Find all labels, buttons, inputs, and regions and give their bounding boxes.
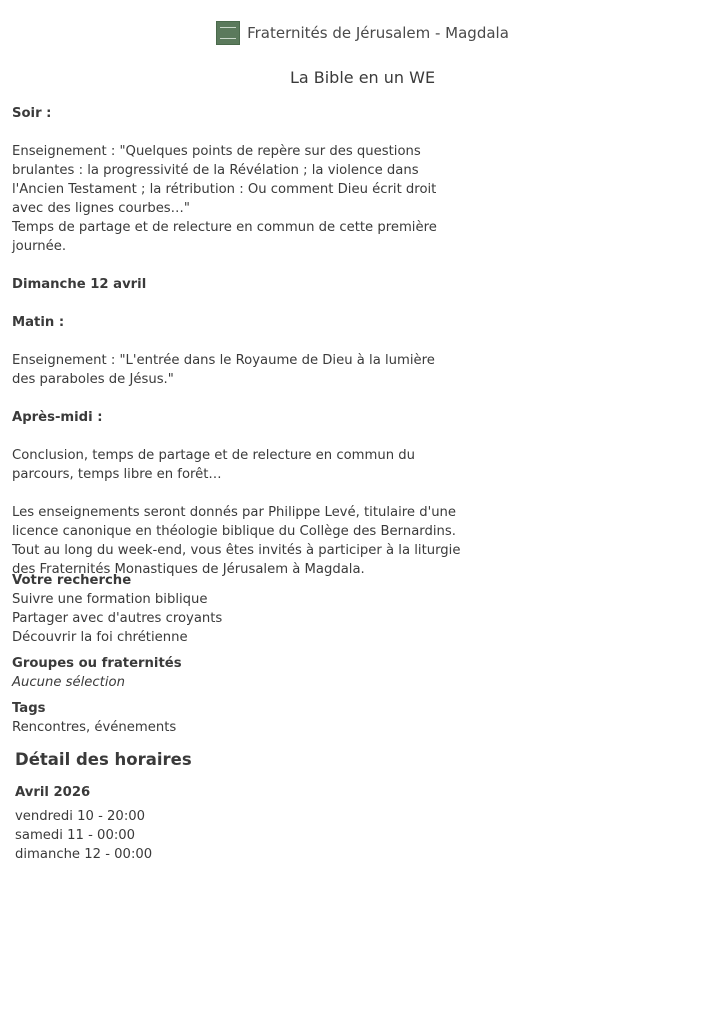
schedule-entry: samedi 11 - 00:00 (15, 828, 136, 843)
search-item: Suivre une formation biblique (12, 592, 208, 607)
search-label: Votre recherche (12, 573, 132, 588)
tags-section (12, 699, 462, 737)
site-name[interactable]: Fraternités de Jérusalem - Magdala (247, 24, 509, 42)
schedule-month: Avril 2026 (15, 785, 91, 800)
tags-value: Rencontres, événements (12, 720, 177, 735)
afternoon-text: Conclusion, temps de partage et de relecture en commun du parcours, temps libre en forêt… (12, 448, 415, 482)
page-title: La Bible en un WE (289, 68, 436, 87)
search-section (12, 571, 462, 647)
site-header (0, 20, 725, 46)
groups-label: Groupes ou fraternités (12, 656, 182, 671)
spacer (12, 123, 462, 142)
liturgy-text: Tout au long du week-end, vous êtes invités à participer à la liturgie des Fraternités Monastiques de Jérusalem à Magdala. (12, 543, 461, 577)
morning-teaching: Enseignement : "L'entrée dans le Royaume de Dieu à la lumière des paraboles de Jésus." (12, 353, 435, 387)
tags-label: Tags (12, 701, 46, 716)
evening-teaching: Enseignement : "Quelques points de repère sur des questions brulantes : la progressivité de la Révélation ; la violence dans l'Ancien Testament ; la rétribution : Ou comment Dieu écrit droit avec des lignes courbes…" (12, 144, 437, 216)
schedule-title: Détail des horaires (15, 750, 192, 769)
spacer (12, 294, 462, 313)
spacer (12, 256, 462, 275)
spacer (12, 332, 462, 351)
search-item: Découvrir la foi chrétienne (12, 630, 188, 645)
groups-section (12, 654, 462, 692)
spacer (12, 389, 462, 408)
logo-mark (220, 27, 236, 39)
evening-heading: Soir : (12, 106, 52, 121)
fraternites-logo-icon[interactable] (216, 21, 240, 45)
groups-value: Aucune sélection (12, 675, 125, 690)
program-content (12, 104, 462, 579)
evening-sharing: Temps de partage et de relecture en commun de cette première journée. (12, 220, 437, 254)
search-item: Partager avec d'autres croyants (12, 611, 223, 626)
schedule-section (15, 748, 465, 864)
schedule-entry: dimanche 12 - 00:00 (15, 847, 153, 862)
spacer (12, 427, 462, 446)
sunday-heading: Dimanche 12 avril (12, 277, 147, 292)
spacer (12, 484, 462, 503)
schedule-entry: vendredi 10 - 20:00 (15, 809, 146, 824)
event-meta (12, 571, 462, 744)
afternoon-heading: Après-midi : (12, 410, 103, 425)
speaker-text: Les enseignements seront donnés par Philippe Levé, titulaire d'une licence canonique en théologie biblique du Collège des Bernardins. (12, 505, 457, 539)
morning-heading: Matin : (12, 315, 65, 330)
